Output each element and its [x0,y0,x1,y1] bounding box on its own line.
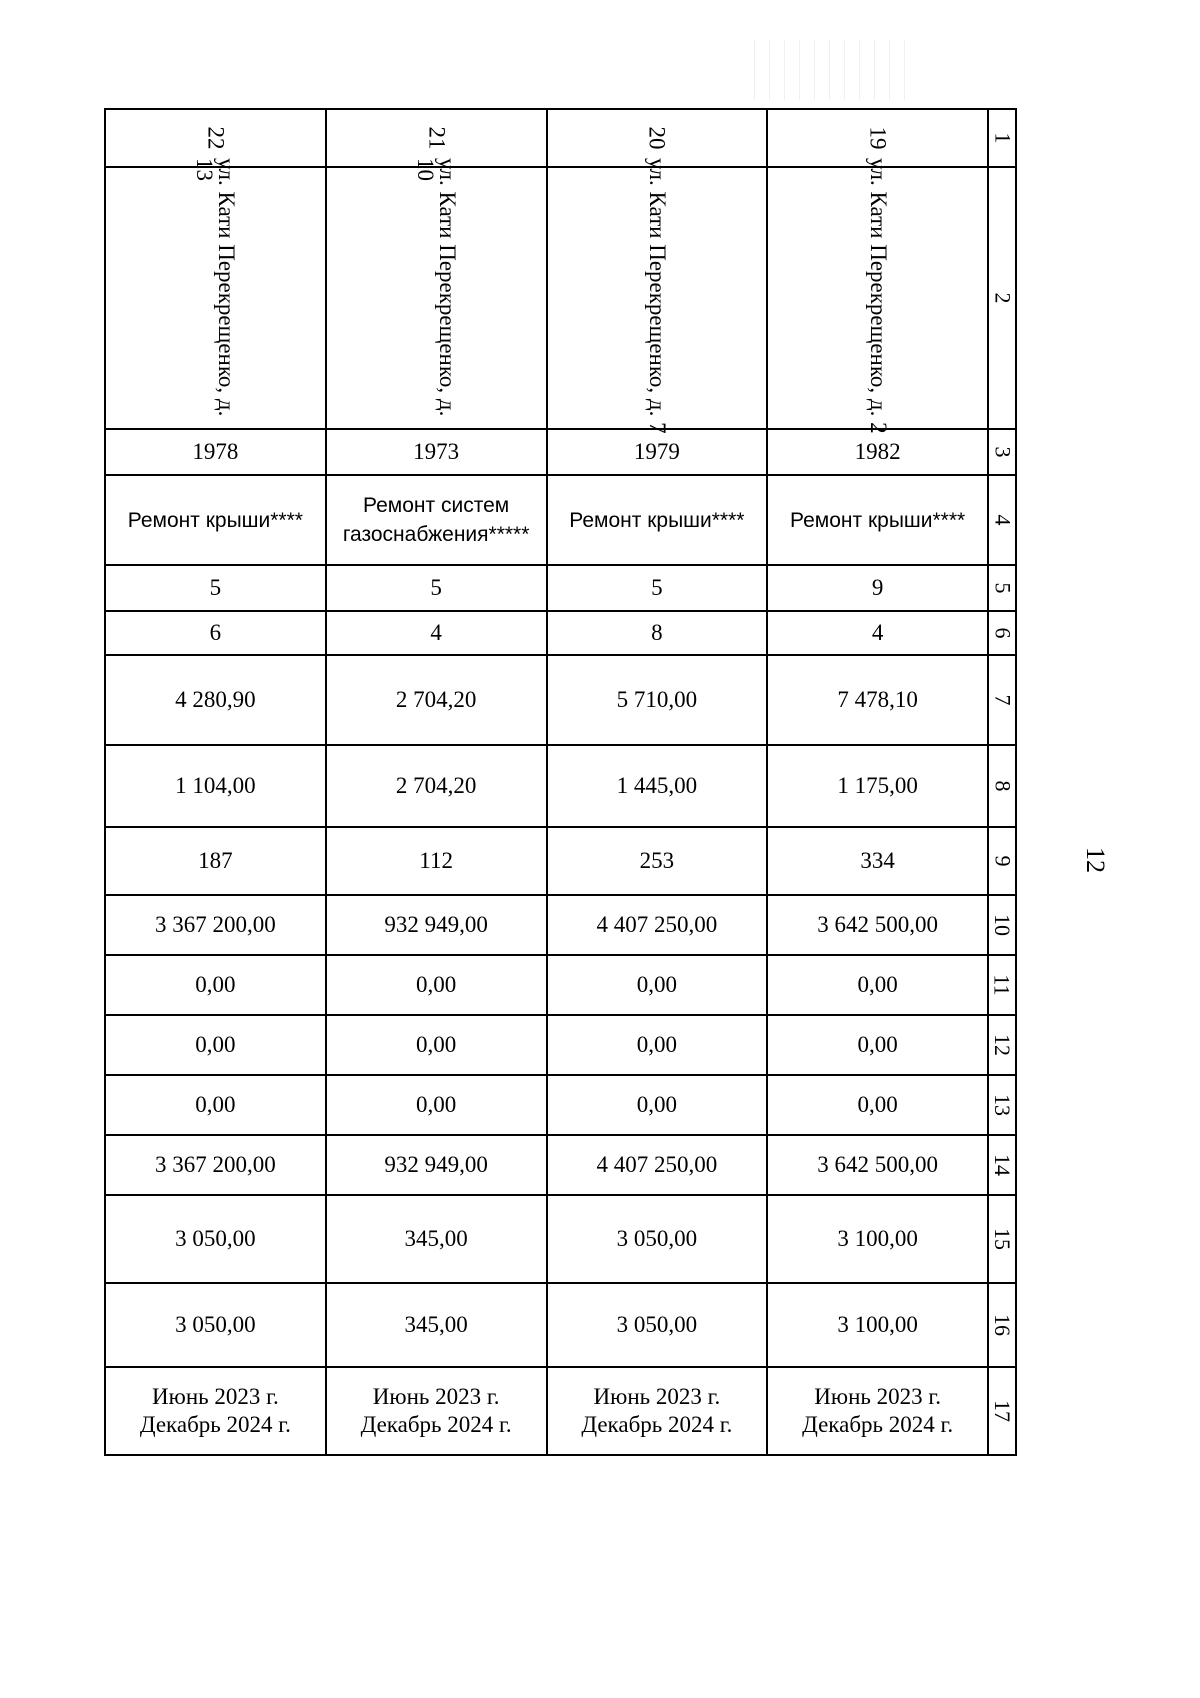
col-14-value-cell [105,1135,326,1195]
col-9-value: 112 [419,848,453,873]
col-6-value: 8 [651,620,663,645]
column-number-cell [988,167,1016,429]
column-number: 12 [990,1034,1015,1056]
construction-year: 1978 [192,439,239,464]
column-number-cell [988,429,1016,475]
col-11-value-cell [547,955,768,1015]
column-number-cell [988,655,1016,745]
col-12-value: 0,00 [416,1032,457,1057]
column-number-cell [988,1283,1016,1367]
col-16-value: 3 050,00 [616,1312,698,1337]
column-number: 9 [990,855,1015,867]
col-6-value: 4 [871,620,884,645]
col-16-value: 345,00 [404,1312,468,1337]
col-12-value: 0,00 [857,1032,898,1057]
table-row [105,611,1016,655]
column-number-cell [988,1135,1016,1195]
col-9-value-cell [326,827,547,895]
work-type-text: Ремонт крыши**** [569,508,745,532]
table-row [105,1135,1016,1195]
col-7-value-cell [105,655,326,745]
col-10-value-cell [105,895,326,955]
col-16-value-cell [105,1283,326,1367]
col-7-value: 4 280,90 [175,687,256,712]
column-number-cell [988,475,1016,565]
end-date: Декабрь 2024 г. [360,1412,512,1437]
col-11-value: 0,00 [416,972,457,997]
col-6-value-cell [547,611,768,655]
col-11-value-cell [105,955,326,1015]
col-5-value-cell [105,565,326,611]
col-5-value: 5 [430,575,442,600]
column-number: 7 [990,694,1015,706]
column-number-cell [988,895,1016,955]
col-15-value: 345,00 [404,1226,468,1251]
address-text: ул. Кати Перекрещенко, д. 13 [192,158,240,417]
address-text: ул. Кати Перекрещенко, д. 10 [413,158,461,417]
construction-year: 1979 [633,439,680,464]
start-date: Июнь 2023 г. [593,1384,721,1409]
col-13-value-cell [547,1075,768,1135]
end-date: Декабрь 2024 г. [581,1412,733,1437]
work-type-cell [767,475,988,565]
address-text: ул. Кати Перекрещенко, д. 7 [644,158,670,434]
col-15-value-cell [547,1195,768,1283]
work-type-text: Ремонт крыши**** [790,508,966,532]
col-7-value: 2 704,20 [395,687,477,712]
start-date: Июнь 2023 г. [372,1384,500,1409]
end-date: Декабрь 2024 г. [802,1412,954,1437]
col-15-value: 3 050,00 [175,1226,256,1251]
col-14-value: 4 407 250,00 [596,1152,718,1177]
col-12-value-cell [105,1015,326,1075]
column-number: 10 [990,914,1015,936]
table-row [105,655,1016,745]
address-cell [105,158,326,429]
col-8-value-cell [105,745,326,827]
construction-year: 1982 [854,439,901,464]
table-row [105,1367,1016,1455]
column-number: 1 [990,132,1015,144]
column-number-cell [988,611,1016,655]
table-row [105,895,1016,955]
column-number: 8 [990,780,1015,792]
col-7-value: 5 710,00 [616,687,698,712]
col-13-value: 0,00 [857,1092,898,1117]
col-11-value-cell [326,955,547,1015]
col-8-value: 1 175,00 [837,773,918,798]
period-cell [326,1367,547,1455]
address-cell [767,158,988,434]
column-number-cell [988,827,1016,895]
column-number: 13 [990,1094,1015,1116]
start-date: Июнь 2023 г. [814,1384,941,1409]
table-row [105,1075,1016,1135]
col-5-value: 9 [871,575,884,600]
period-cell [547,1367,768,1455]
column-number: 3 [990,446,1015,458]
table-row [105,1283,1016,1367]
col-11-value-cell [767,955,988,1015]
col-5-value: 5 [651,575,663,600]
col-9-value-cell [105,827,326,895]
col-5-value-cell [767,565,988,611]
table-row [105,565,1016,611]
col-12-value: 0,00 [195,1032,236,1057]
start-date: Июнь 2023 г. [152,1384,279,1409]
col-10-value-cell [326,895,547,955]
col-10-value-cell [767,895,988,955]
col-13-value-cell [105,1075,326,1135]
column-number: 4 [990,514,1015,526]
col-7-value-cell [767,655,988,745]
column-number-cell [988,1015,1016,1075]
col-5-value-cell [326,565,547,611]
column-number-cell [988,565,1016,611]
col-14-value-cell [547,1135,768,1195]
column-number: 14 [990,1154,1015,1176]
entry-number: 21 [424,126,450,150]
col-9-value: 334 [860,848,895,873]
col-9-value: 187 [198,848,233,873]
column-number-cell [988,109,1016,167]
address-cell [326,158,547,429]
table-row [105,167,1016,429]
col-5-value-cell [547,565,768,611]
col-14-value: 932 949,00 [384,1152,488,1177]
col-8-value-cell [767,745,988,827]
col-7-value: 7 478,10 [837,687,918,712]
col-10-value: 3 642 500,00 [817,912,938,937]
period-cell [767,1367,988,1455]
col-15-value-cell [105,1195,326,1283]
col-10-value-cell [547,895,768,955]
col-15-value: 3 050,00 [616,1226,698,1251]
col-16-value-cell [326,1283,547,1367]
col-12-value: 0,00 [636,1032,677,1057]
col-13-value-cell [767,1075,988,1135]
col-15-value-cell [326,1195,547,1283]
col-9-value-cell [547,827,768,895]
column-number: 5 [990,582,1015,594]
col-10-value: 3 367 200,00 [155,912,276,937]
column-number: 16 [990,1314,1015,1336]
column-number: 15 [990,1228,1015,1250]
table-row [105,1015,1016,1075]
address-text: ул. Кати Перекрещенко, д. 2 [865,158,891,434]
col-6-value-cell [105,611,326,655]
col-16-value: 3 100,00 [837,1312,918,1337]
col-14-value: 3 367 200,00 [155,1152,276,1177]
col-6-value-cell [326,611,547,655]
col-11-value: 0,00 [857,972,898,997]
col-8-value-cell [326,745,547,827]
col-11-value: 0,00 [195,972,236,997]
work-type-cell [326,475,547,565]
col-6-value-cell [767,611,988,655]
housing-repair-table [104,108,1017,1456]
col-14-value-cell [326,1135,547,1195]
work-type-cell [105,475,326,565]
col-5-value: 5 [209,575,222,600]
col-16-value-cell [767,1283,988,1367]
col-12-value-cell [326,1015,547,1075]
entry-number: 22 [203,126,229,150]
col-14-value: 3 642 500,00 [817,1152,938,1177]
column-number-cell [988,1195,1016,1283]
column-number-cell [988,1075,1016,1135]
work-type-cell [547,475,768,565]
column-number: 11 [990,974,1015,996]
col-13-value: 0,00 [636,1092,677,1117]
column-number-cell [988,1367,1016,1455]
col-16-value-cell [547,1283,768,1367]
work-type-text: Ремонт крыши**** [127,508,303,532]
col-15-value-cell [767,1195,988,1283]
entry-number: 19 [865,126,891,150]
col-12-value-cell [767,1015,988,1075]
col-14-value-cell [767,1135,988,1195]
column-number: 2 [990,292,1015,304]
page-number: 12 [1081,847,1110,873]
col-10-value: 4 407 250,00 [596,912,718,937]
col-6-value: 4 [430,620,442,645]
col-16-value: 3 050,00 [175,1312,256,1337]
col-7-value-cell [326,655,547,745]
col-13-value: 0,00 [416,1092,457,1117]
scan-artifact [740,40,910,100]
table-row [105,475,1016,565]
col-8-value-cell [547,745,768,827]
table-row [105,1195,1016,1283]
col-10-value: 932 949,00 [384,912,488,937]
col-8-value: 1 104,00 [175,773,256,798]
table-row [105,745,1016,827]
col-13-value-cell [326,1075,547,1135]
col-9-value-cell [767,827,988,895]
col-15-value: 3 100,00 [837,1226,918,1251]
col-8-value: 2 704,20 [395,773,477,798]
period-cell [105,1367,326,1455]
col-9-value: 253 [639,848,675,873]
entry-number: 20 [644,126,670,150]
table-row [105,827,1016,895]
column-number-cell [988,745,1016,827]
col-8-value: 1 445,00 [616,773,698,798]
col-12-value-cell [547,1015,768,1075]
col-11-value: 0,00 [636,972,677,997]
col-13-value: 0,00 [195,1092,236,1117]
address-cell [547,158,768,434]
construction-year: 1973 [413,439,460,464]
column-number: 6 [990,627,1015,639]
end-date: Декабрь 2024 г. [139,1412,291,1437]
work-type-text: Ремонт систем газоснабжения***** [342,494,530,546]
col-6-value: 6 [209,620,222,645]
column-number-cell [988,955,1016,1015]
column-number: 17 [990,1400,1015,1422]
table-row [105,955,1016,1015]
col-7-value-cell [547,655,768,745]
